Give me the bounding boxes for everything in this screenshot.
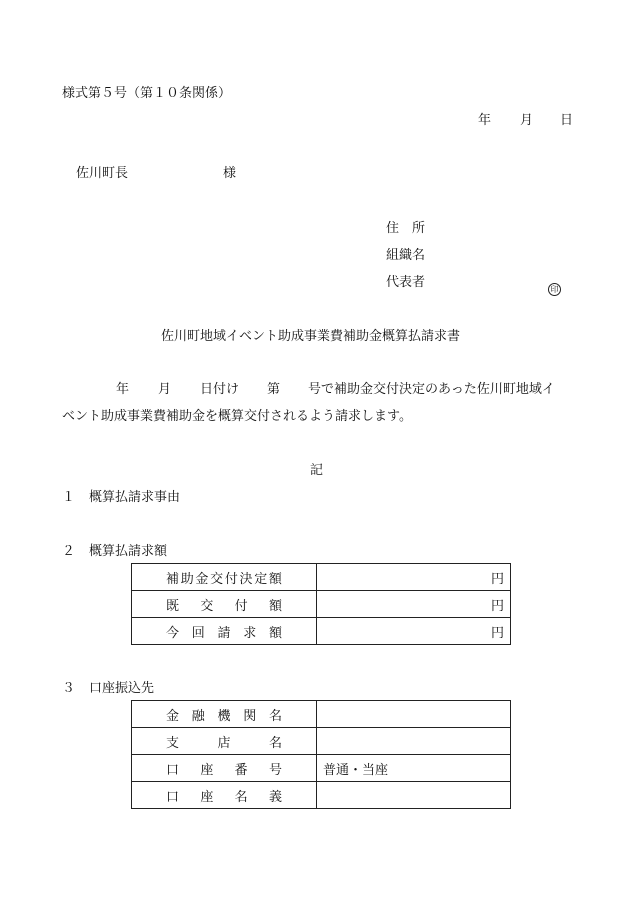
label-char: 義: [268, 789, 282, 805]
bank-row-label: [132, 782, 317, 809]
label-char: 機: [217, 708, 231, 724]
label-char: 番: [234, 762, 248, 778]
label-char: 名: [268, 735, 282, 751]
label-char: 名: [234, 789, 248, 805]
bank-row-label: [132, 728, 317, 755]
label-char: 座: [200, 762, 214, 778]
body-text-1: 号で補助金交付決定のあった佐川町地域イ: [308, 382, 555, 397]
label-char: 今: [166, 625, 180, 641]
amount-row-unit[interactable]: 円: [317, 591, 511, 618]
request-amount-table: [131, 563, 511, 645]
date-month: 月: [520, 113, 534, 128]
amount-row-label: [132, 618, 317, 645]
addressee-honorific: 様: [223, 166, 237, 181]
label-char: 関: [243, 708, 257, 724]
body-year: 年: [116, 382, 130, 397]
bank-account-table: [131, 700, 511, 809]
label-char: 助: [180, 571, 194, 587]
table-row: [132, 591, 511, 618]
amount-row-label: [132, 564, 317, 591]
label-char: 口: [166, 789, 180, 805]
label-char: 額: [268, 625, 282, 641]
bank-row-value[interactable]: [317, 782, 511, 809]
document-title: 佐川町地域イベント助成事業費補助金概算払請求書: [161, 329, 461, 344]
table-row: [132, 728, 511, 755]
label-char: 金: [166, 708, 180, 724]
body-text-2: ベント助成事業費補助金を概算交付されるよう請求します。: [62, 409, 412, 424]
label-char: 求: [243, 625, 257, 641]
label-char: 回: [191, 625, 205, 641]
body-month: 月: [158, 382, 172, 397]
amount-row-unit[interactable]: 円: [317, 618, 511, 645]
label-char: 補: [166, 571, 180, 587]
section1-label: 概算払請求事由: [89, 490, 181, 505]
label-char: 請: [217, 625, 231, 641]
bank-row-value[interactable]: [317, 701, 511, 728]
table-row: [132, 564, 511, 591]
body-dai: 第: [267, 382, 281, 397]
form-number: 様式第５号（第１０条関係）: [62, 86, 232, 101]
label-char: 名: [268, 708, 282, 724]
bank-row-value[interactable]: [317, 728, 511, 755]
applicant-representative-label: 代表者: [386, 275, 426, 290]
table-row: [132, 701, 511, 728]
section2-label: 概算払請求額: [89, 544, 168, 559]
label-char: 付: [224, 571, 238, 587]
label-char: 店: [217, 735, 231, 751]
label-char: 決: [239, 571, 253, 587]
label-char: 融: [191, 708, 205, 724]
addressee-name: 佐川町長: [76, 166, 129, 181]
seal-icon: 印: [548, 283, 561, 296]
section3-number: ３: [62, 681, 76, 696]
label-char: 号: [268, 762, 282, 778]
table-row: [132, 618, 511, 645]
label-char: 既: [166, 598, 180, 614]
label-char: 座: [200, 789, 214, 805]
amount-row-unit[interactable]: 円: [317, 564, 511, 591]
applicant-organization-label: 組織名: [386, 248, 426, 263]
label-char: 交: [200, 598, 214, 614]
seal-mark: [548, 277, 561, 296]
body-day: 日付け: [200, 382, 240, 397]
label-char: 交: [210, 571, 224, 587]
section1-number: １: [62, 490, 76, 505]
label-char: 額: [268, 571, 282, 587]
table-row: [132, 755, 511, 782]
label-char: 口: [166, 762, 180, 778]
bank-row-label: [132, 755, 317, 782]
section2-number: ２: [62, 544, 76, 559]
ki-heading: 記: [310, 463, 324, 478]
label-char: 付: [234, 598, 248, 614]
label-char: 支: [166, 735, 180, 751]
applicant-address-label: 住 所: [386, 221, 426, 236]
date-day: 日: [560, 113, 574, 128]
label-char: 額: [268, 598, 282, 614]
date-year: 年: [478, 113, 492, 128]
label-char: 定: [254, 571, 268, 587]
bank-row-label: [132, 701, 317, 728]
table-row: [132, 782, 511, 809]
label-char: 金: [195, 571, 209, 587]
section3-label: 口座振込先: [89, 681, 155, 696]
amount-row-label: [132, 591, 317, 618]
bank-row-value[interactable]: 普通・当座: [317, 755, 511, 782]
